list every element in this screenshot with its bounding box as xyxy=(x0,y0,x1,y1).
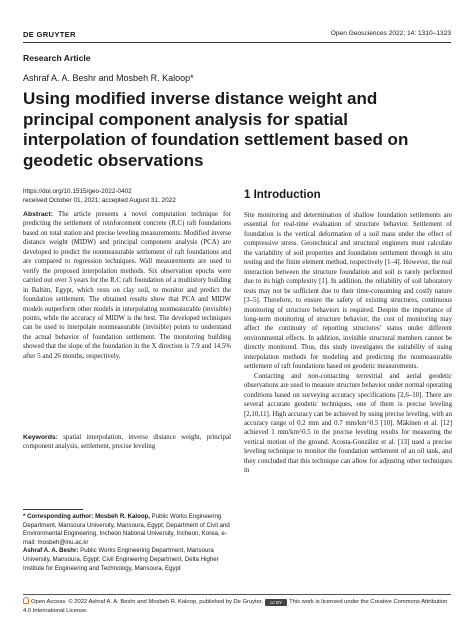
abstract-text: The article presents a novel computation technique for predicting the settlement of reinforcement concrete (R.C) raft foundations based on total station and precise leveling measurements. Modified inverse distance weight (MIDW) and principal component analysis (PCA) are developed to predict the nonmeasurable settlement of raft foundations and are compared to regression techniques. Wall measurements are used to verify the proposed interpolation methods. Six observation epochs were carried out over 3 years for the R.C raft foundation of a multistory building in Baltim, Egypt, which rests on clay soil, to monitor and predict the foundation settlement. The obtained results show that PCA and MIDW models outperform other models in interpolating nonmeasurable (invisible) points, while the accuracy of MIDW is the best. The developed techniques can be used to interpolate nonmeasurable (invisible) points to understand the actual behavior of foundation settlement. The monitoring building showed that the slope of the foundation in the X direction is 7.9 and 14.5% after 5 and 26 months, respectively. xyxy=(23,211,231,360)
author-list: Ashraf A. A. Beshr and Mosbeh R. Kaloop* xyxy=(23,73,194,83)
header-divider xyxy=(23,42,451,43)
open-access-icon xyxy=(23,597,29,604)
section-heading: 1 Introduction xyxy=(244,189,321,201)
article-type: Research Article xyxy=(23,53,91,63)
doi-block xyxy=(23,187,176,205)
abstract xyxy=(23,210,231,361)
received-accepted-dates: received October 01, 2021; accepted August 31, 2022 xyxy=(23,197,176,205)
cc-by-icon: cc BY xyxy=(265,599,287,606)
publisher-name: DE GRUYTER xyxy=(23,30,76,39)
author-footnote xyxy=(23,513,238,573)
abstract-label: Abstract: xyxy=(23,211,54,218)
journal-reference: Open Geosciences 2022; 14: 1310–1323 xyxy=(330,30,451,37)
intro-paragraph-2: Contacting and non-contacting terrestrial and aerial geodetic observations are used to measure structure behavior under normal operating conditions based on surveying accuracy specifications [2,6–10]. There are several accurate geodetic techniques, one of them is precise leveling [2,10,11]. High accuracy can be achieved by using precise leveling, with an accuracy range of 0.2 mm and 0.7 mm/km^0.5 [10]. Mäkinen et al. [12] achieved 1 mm/km^0.5 in the precise leveling results for measuring the vertical motion of the ground. Acosta-González et al. [13] used a precise leveling technique to monitor the foundation settlement of an oil tank, and they concluded that this technique can allow for adjusting other techniques in xyxy=(244,372,452,475)
footnote-divider xyxy=(23,509,83,510)
license-footer xyxy=(23,597,453,615)
doi-link[interactable]: https://doi.org/10.1515/geo-2022-0402 xyxy=(23,188,132,195)
corresponding-author-label: * Corresponding author: Mosbeh R. Kaloop, xyxy=(23,513,150,520)
coauthor-label: Ashraf A. A. Beshr: xyxy=(23,547,79,555)
keywords xyxy=(23,433,231,452)
license-copyright: Open Access. © 2022 Ashraf A. A. Beshr and Mosbeh R. Kaloop, published by De Gruyter. xyxy=(31,599,264,605)
paper-title: Using modified inverse distance weight and principal component analysis for spatial interpolation of foundation settlement based on geodetic observations xyxy=(23,89,409,170)
coauthor-affiliation: Public Works Engineering Department, Mansoura University, Mansoura, Egypt; Civil Engineering Department, Delta Higher Institute for Engineering and Technology, Mansoura, Egypt xyxy=(23,547,219,572)
license-statement: This work is licensed under the Creative Commons Attribution 4.0 International License. xyxy=(23,599,448,614)
keywords-text: spatial interpolation, inverse distance weight, principal component analysis, settlement, precise leveling xyxy=(23,434,231,451)
footer-divider xyxy=(23,594,451,595)
corresponding-author-affiliation: Public Works Engineering Department, Mansoura University, Mansoura, Egypt; Department of Civil and Environmental Engineering, Incheon National University, Incheon, Korea, e-mail: mosbeh@inu.ac.kr xyxy=(23,513,230,546)
keywords-label: Keywords: xyxy=(23,434,58,441)
introduction-body xyxy=(244,211,452,476)
intro-paragraph-1: Site monitoring and determination of shallow foundation settlements are essential for real-time evaluation of structure behavior. Settlement of foundation is the vertical deformation of a soil mass under the effect of compressive stress. Geotechnical and structural engineers must calculate the variability of soil properties and foundation settlement through in situ testing and the finite element method, respectively [1–4]. However, the real interaction between the structure foundation and soil is rarely performed due to its high complexity [1]. In addition, the reliability of soil laboratory tests may not be sufficient due to their time-consuming and costly nature [3–5]. Therefore, to ensure the safety of existing structures, continuous monitoring of structure behaviors is required. Despite the importance of long-term monitoring of structure behavior, the cost of monitoring may affect the continuity of reporting structures’ status under different environmental effects. In addition, invisible structural members cannot be directly monitored. Thus, this study investigates the suitability of using interpolation methods for modeling and predicting the nonmeasurable settlement of raft foundations based on geodetic measurements. xyxy=(244,212,452,371)
